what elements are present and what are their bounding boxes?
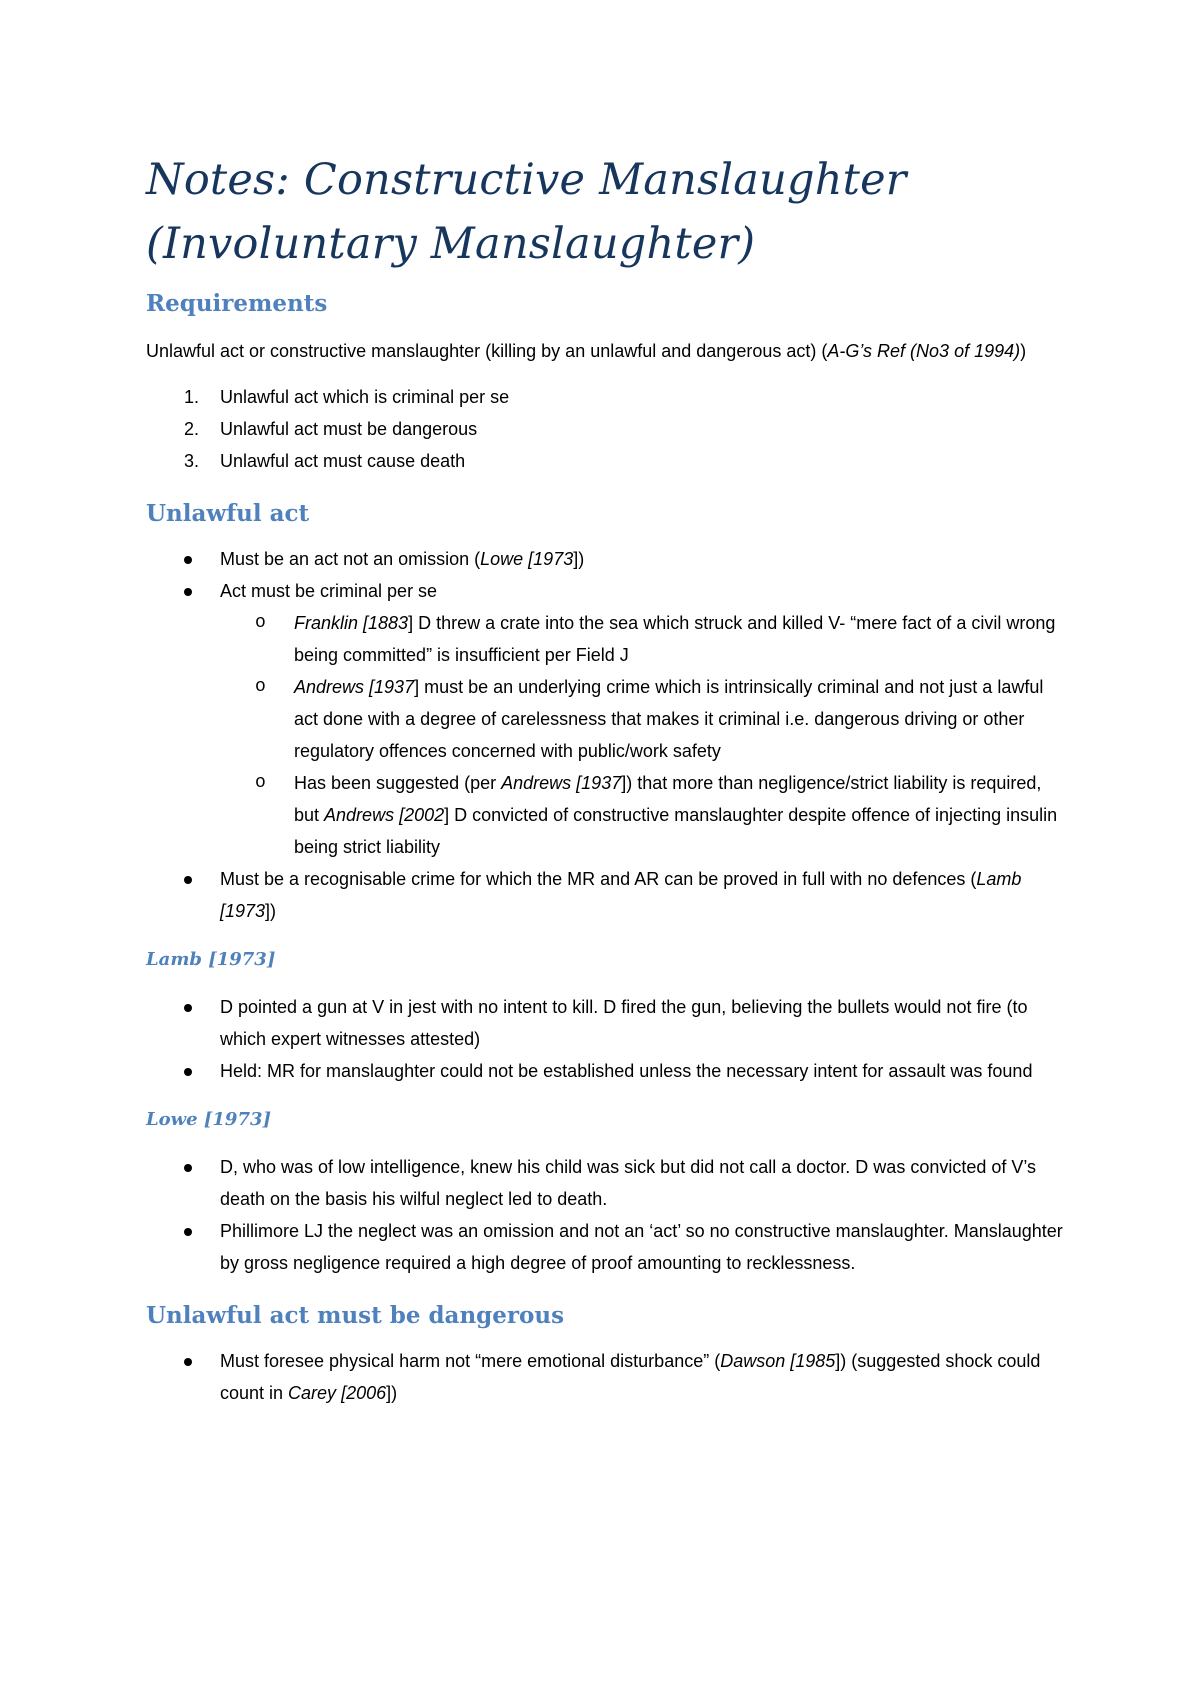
bullet-icon (184, 1228, 192, 1236)
circle-bullet-icon: o (255, 677, 266, 697)
circle-bullet-icon: o (255, 773, 266, 793)
list-item: 3. Unlawful act must cause death (184, 451, 466, 471)
list-item: Must foresee physical harm not “mere emotional disturbance” (Dawson [1985]) (suggested shock could count in Carey [2006]) (146, 1345, 1066, 1409)
page-title (146, 148, 1066, 276)
list-item: Act must be criminal per se o Franklin [1883] D threw a crate into the sea which struck and killed V- “mere fact of a civil wrong being committed” is insufficient per Field J o Andrews [1937] must be an underlying crime which is intrinsically criminal and not just a lawful act done with a degree of carelessness that makes it criminal i.e. dangerous driving or other regulatory offences concerned with public/work safety o Has been suggested (per Andrews [1937]) that more than negligence/strict liability is required, but Andrews [2002] D convicted of constructive manslaughter despite offence of injecting insulin being strict liability (146, 575, 1066, 863)
bullet-icon (184, 588, 192, 596)
heading-dangerous: Unlawful act must be dangerous (146, 1302, 565, 1329)
list-item: Phillimore LJ the neglect was an omission and not an ‘act’ so no constructive manslaughter. Manslaughter by gross negligence required a high degree of proof amounting to recklessness. (146, 1215, 1066, 1279)
requirements-intro: Unlawful act or constructive manslaughter (killing by an unlawful and dangerous act) (A-G’s Ref (No3 of 1994)) (146, 341, 1027, 361)
sub-list-item: o Franklin [1883] D threw a crate into the sea which struck and killed V- “mere fact of a civil wrong being committed” is insufficient per Field J (220, 607, 1066, 671)
list-item: Must be an act not an omission (Lowe [1973]) (146, 543, 1066, 575)
list-item: Held: MR for manslaughter could not be established unless the necessary intent for assault was found (146, 1055, 1066, 1087)
list-item: 1. Unlawful act which is criminal per se (184, 387, 510, 407)
bullet-icon (184, 1358, 192, 1366)
list-item: D, who was of low intelligence, knew his child was sick but did not call a doctor. D was convicted of V’s death on the basis his wilful neglect led to death. (146, 1151, 1066, 1215)
sub-list-item: o Andrews [1937] must be an underlying crime which is intrinsically criminal and not just a lawful act done with a degree of carelessness that makes it criminal i.e. dangerous driving or other regulatory offences concerned with public/work safety (220, 671, 1066, 767)
requirements-list (146, 381, 1066, 477)
list-item: Must be a recognisable crime for which the MR and AR can be proved in full with no defences (Lamb [1973]) (146, 863, 1066, 927)
bullet-icon (184, 876, 192, 884)
title-line-1: Notes: Constructive Manslaughter (146, 155, 907, 205)
heading-requirements: Requirements (146, 290, 328, 317)
heading-lamb: Lamb [1973] (146, 949, 276, 970)
bullet-icon (184, 556, 192, 564)
bullet-icon (184, 1068, 192, 1076)
heading-unlawful-act: Unlawful act (146, 500, 310, 527)
unlawful-act-list (146, 543, 1066, 927)
dangerous-list (146, 1345, 1066, 1409)
document-content (146, 148, 1066, 1409)
bullet-icon (184, 1164, 192, 1172)
circle-bullet-icon: o (255, 613, 266, 633)
case-ag-ref: A-G’s Ref (No3 of 1994) (827, 341, 1021, 361)
sub-list-item: o Has been suggested (per Andrews [1937]) that more than negligence/strict liability is required, but Andrews [2002] D convicted of constructive manslaughter despite offence of injecting insulin being strict liability (220, 767, 1066, 863)
lowe-list (146, 1151, 1066, 1279)
title-line-2: (Involuntary Manslaughter) (146, 219, 756, 269)
bullet-icon (184, 1004, 192, 1012)
lamb-list (146, 991, 1066, 1087)
sub-list (220, 607, 1066, 863)
list-item: 2. Unlawful act must be dangerous (184, 419, 478, 439)
heading-lowe: Lowe [1973] (146, 1109, 272, 1130)
list-item: D pointed a gun at V in jest with no intent to kill. D fired the gun, believing the bullets would not fire (to which expert witnesses attested) (146, 991, 1066, 1055)
